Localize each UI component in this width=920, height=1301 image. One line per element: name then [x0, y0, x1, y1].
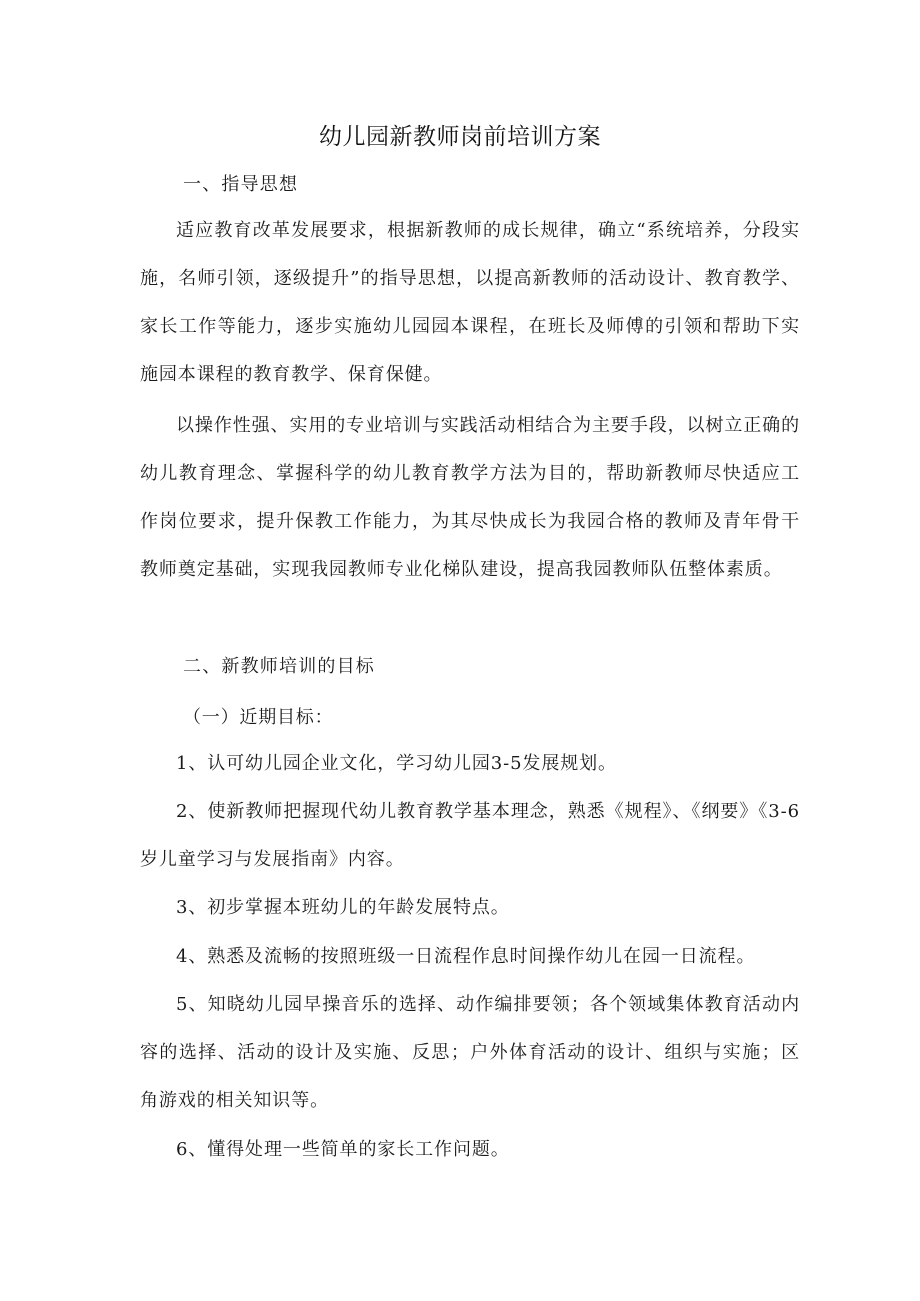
goal-item-2: 2、使新教师把握现代幼儿教育教学基本理念，熟悉《规程》、《纲要》《3-6岁儿童学习与发展指南》内容。	[140, 801, 800, 870]
goal-item-1: 1、认可幼儿园企业文化，学习幼儿园3-5发展规划。	[176, 753, 617, 774]
section-heading-training-goals: 二、新教师培训的目标	[183, 656, 375, 677]
section-heading-guiding-ideology: 一、指导思想	[183, 174, 299, 195]
subheading-short-term-goals: （一）近期目标：	[183, 707, 334, 728]
paragraph-guiding-ideology: 适应教育改革发展要求，根据新教师的成长规律，确立“系统培养，分段实施，名师引领，逐级提升”的指导思想，以提高新教师的活动设计、教育教学、家长工作等能力，逐步实施幼儿园园本课程，在班长及师傅的引领和帮助下实施园本课程的教育教学、保育保健。	[140, 220, 800, 385]
document-title: 幼儿园新教师岗前培训方案	[319, 124, 601, 150]
goal-item-6: 6、懂得处理一些简单的家长工作问题。	[176, 1139, 510, 1160]
paragraph-training-approach: 以操作性强、实用的专业培训与实践活动相结合为主要手段，以树立正确的幼儿教育理念、掌握科学的幼儿教育教学方法为目的，帮助新教师尽快适应工作岗位要求，提升保教工作能力，为其尽快成长为我园合格的教师及青年骨干教师奠定基础，实现我园教师专业化梯队建设，提高我园教师队伍整体素质。	[140, 415, 800, 580]
goal-item-3: 3、初步掌握本班幼儿的年龄发展特点。	[176, 897, 510, 918]
goal-item-5: 5、知晓幼儿园早操音乐的选择、动作编排要领；各个领域集体教育活动内容的选择、活动的设计及实施、反思；户外体育活动的设计、组织与实施；区角游戏的相关知识等。	[140, 994, 800, 1111]
goal-item-4: 4、熟悉及流畅的按照班级一日流程作息时间操作幼儿在园一日流程。	[176, 946, 756, 967]
